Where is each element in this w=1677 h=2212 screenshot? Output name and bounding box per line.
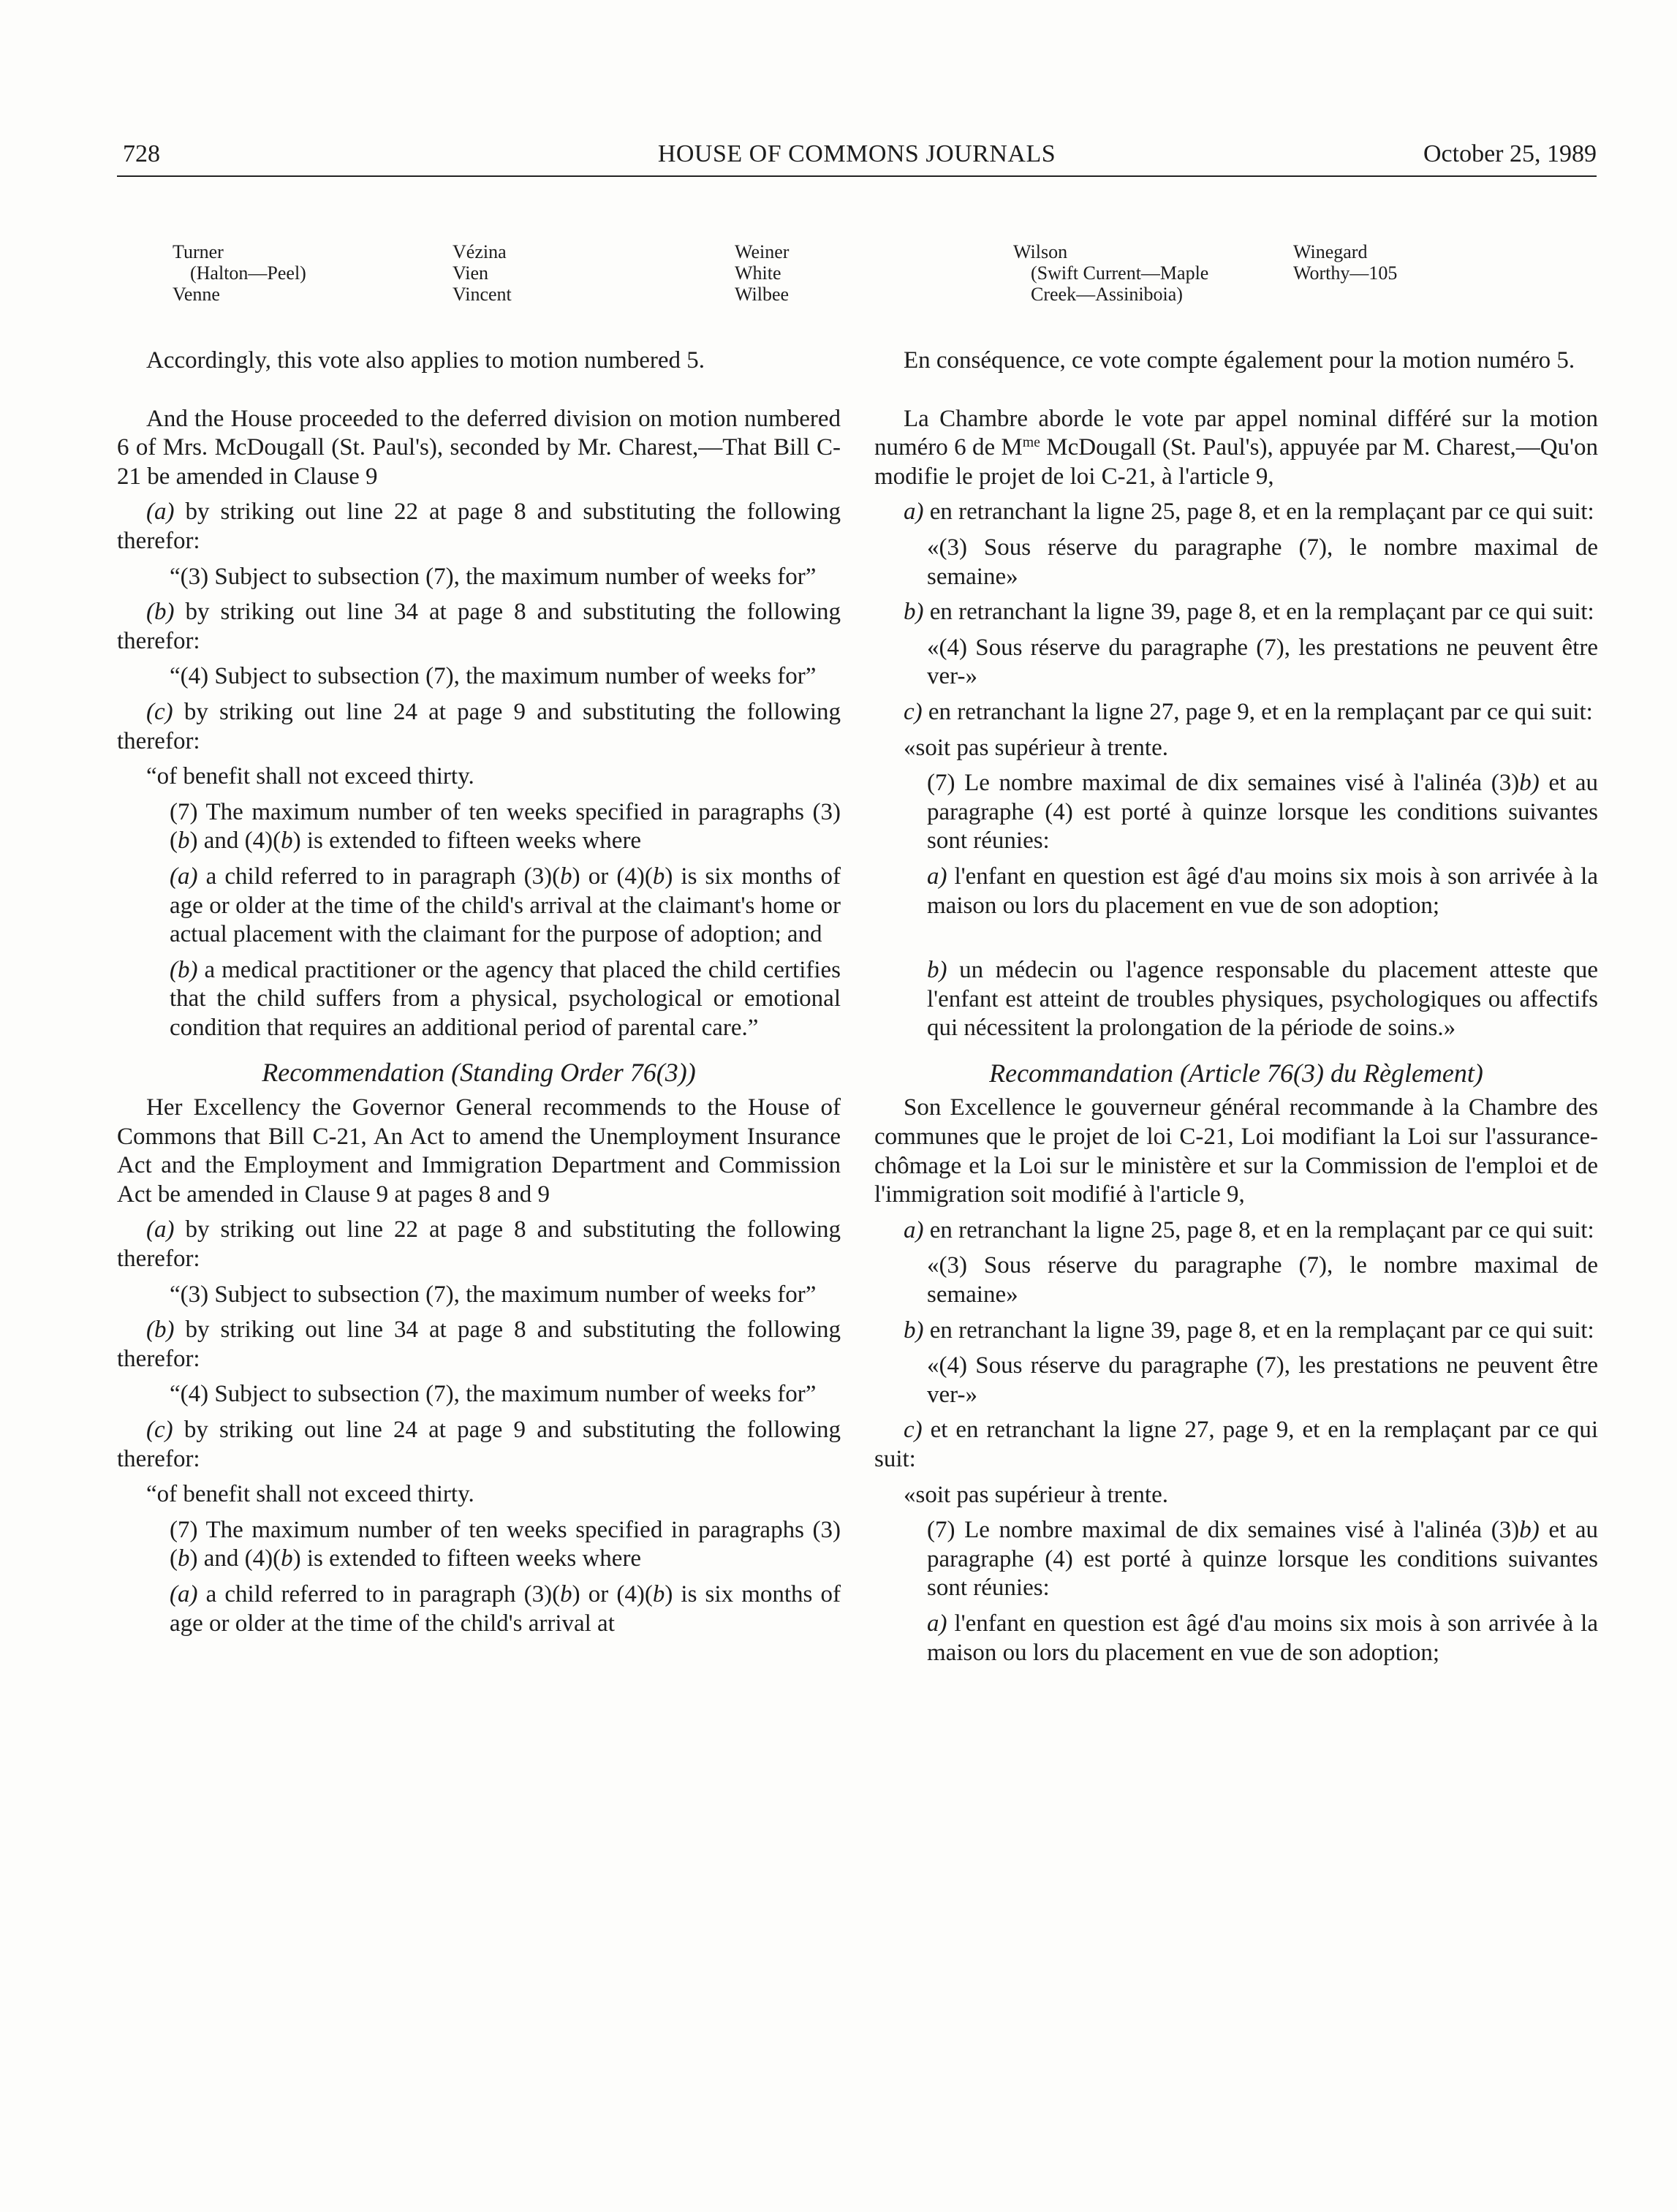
- quoted-text: b) un médecin ou l'agence responsable du placement atteste que l'enfant est atteint de troubles physiques, psychologiques ou affectifs qui nécessitent la prolongation de la période de soins.»: [927, 957, 1599, 1042]
- paragraph: (a) by striking out line 22 at page 8 and substituting the following therefor:: [117, 1216, 841, 1273]
- quoted-text: (7) The maximum number of ten weeks specified in paragraphs (3)(b) and (4)(b) is extended to fifteen weeks where: [170, 1516, 841, 1572]
- item-label: (b): [146, 1317, 175, 1344]
- quoted-text: «soit pas supérieur à trente.: [904, 1481, 1168, 1508]
- paragraph: Her Excellency the Governor General recommends to the House of Commons that Bill C-21, An Act to amend the Unemployment Insurance Act and the Employment and Immigration Department and Commission Act be amended in Clause 9 at pages 8 and 9: [117, 1094, 841, 1208]
- quoted-text: (a) a child referred to in paragraph (3)(b) or (4)(b) is six months of age or older at the time of the child's arrival at: [170, 1580, 841, 1637]
- quoted-text: “of benefit shall not exceed thirty.: [146, 1481, 474, 1508]
- quoted-text: “of benefit shall not exceed thirty.: [146, 763, 474, 790]
- item-label: a): [927, 1610, 947, 1637]
- item-label: (c): [146, 698, 173, 725]
- page-number: 728: [123, 140, 160, 167]
- section-heading: Recommendation (Standing Order 76(3)): [262, 1058, 696, 1088]
- roll-name: (Halton—Peel): [190, 262, 306, 284]
- paragraph: b) en retranchant la ligne 39, page 8, et en la remplaçant par ce qui suit:: [904, 599, 1594, 626]
- paragraph: a) en retranchant la ligne 25, page 8, et en la remplaçant par ce qui suit:: [904, 1216, 1594, 1243]
- quoted-text: «soit pas supérieur à trente.: [904, 734, 1168, 761]
- roll-name: Wilson: [1013, 241, 1068, 262]
- roll-name: Vincent: [453, 284, 512, 305]
- paragraph: c) en retranchant la ligne 27, page 9, et en la remplaçant par ce qui suit:: [904, 698, 1593, 725]
- quoted-text: «(3) Sous réserve du paragraphe (7), le nombre maximal de semaine»: [927, 1252, 1598, 1308]
- roll-name: (Swift Current—Maple: [1031, 262, 1209, 284]
- paragraph: c) et en retranchant la ligne 27, page 9, et en la remplaçant par ce qui suit:: [874, 1417, 1599, 1472]
- quoted-text: (7) Le nombre maximal de dix semaines visé à l'alinéa (3)b) et au paragraphe (4) est porté à quinze lorsque les conditions suivantes sont réunies:: [927, 1517, 1598, 1602]
- roll-column: [453, 241, 512, 305]
- roll-name: Worthy—105: [1293, 262, 1398, 284]
- roll-name: Vézina: [453, 241, 507, 262]
- quoted-text: (b) a medical practitioner or the agency that placed the child certifies that the child suffers from a physical, psychological or emotional condition that requires an additional period of parental care.”: [170, 956, 841, 1041]
- paragraph: (c) by striking out line 24 at page 9 and substituting the following therefor:: [117, 698, 841, 754]
- roll-name: Winegard: [1293, 241, 1368, 262]
- quoted-text: «(4) Sous réserve du paragraphe (7), les prestations ne peuvent être ver-»: [927, 634, 1598, 690]
- roll-name: Creek—Assiniboia): [1031, 284, 1183, 305]
- paragraph: a) en retranchant la ligne 25, page 8, et en la remplaçant par ce qui suit:: [904, 499, 1594, 526]
- roll-name: Turner: [173, 241, 224, 262]
- item-label: a): [927, 863, 947, 890]
- roll-name: Venne: [173, 284, 220, 305]
- roll-name: Wilbee: [735, 284, 790, 305]
- page-header: [117, 140, 1597, 177]
- item-label: b): [904, 1317, 924, 1344]
- quoted-text: (a) a child referred to in paragraph (3)(b) or (4)(b) is six months of age or older at the time of the child's arrival at the claimant's home or actual placement with the claimant for the purpose of adoption; and: [170, 863, 841, 948]
- paragraph: b) en retranchant la ligne 39, page 8, et en la remplaçant par ce qui suit:: [904, 1317, 1594, 1344]
- item-label: (a): [170, 1580, 198, 1607]
- roll-name: White: [735, 262, 781, 284]
- section-heading: Recommandation (Article 76(3) du Règlement): [989, 1058, 1483, 1088]
- paragraph: Accordingly, this vote also applies to motion numbered 5.: [146, 347, 705, 374]
- quoted-text: (7) The maximum number of ten weeks specified in paragraphs (3)(b) and (4)(b) is extended to fifteen weeks where: [170, 798, 841, 855]
- item-label: (a): [146, 499, 175, 526]
- paragraph: And the House proceeded to the deferred division on motion numbered 6 of Mrs. McDougall (St. Paul's), seconded by Mr. Charest,—That Bill C-21 be amended in Clause 9: [117, 405, 841, 490]
- page-date: October 25, 1989: [1423, 140, 1597, 167]
- paragraph: En conséquence, ce vote compte également pour la motion numéro 5.: [904, 347, 1575, 374]
- quoted-text: «(4) Sous réserve du paragraphe (7), les prestations ne peuvent être ver-»: [927, 1352, 1598, 1408]
- roll-column: [735, 241, 789, 305]
- item-label: a): [904, 1216, 924, 1243]
- paragraph: (b) by striking out line 34 at page 8 and substituting the following therefor:: [117, 599, 841, 654]
- item-label: a): [904, 499, 924, 526]
- roll-name: Vien: [453, 262, 488, 284]
- quoted-text: “(4) Subject to subsection (7), the maximum number of weeks for”: [170, 1381, 817, 1408]
- paragraph: (b) by striking out line 34 at page 8 and substituting the following therefor:: [117, 1317, 841, 1372]
- item-label: c): [904, 698, 923, 725]
- roll-column: [1293, 241, 1397, 284]
- item-label: (a): [146, 1216, 175, 1243]
- item-label: (c): [146, 1417, 173, 1443]
- journal-title: HOUSE OF COMMONS JOURNALS: [657, 140, 1056, 167]
- paragraph: Son Excellence le gouverneur général recommande à la Chambre des communes que le projet de loi C-21, Loi modifiant la Loi sur l'assurance-chômage et la Loi sur le ministère et sur la Commission de l'emploi et de l'immigration soit modifié à l'article 9,: [874, 1094, 1598, 1208]
- item-label: c): [904, 1417, 923, 1444]
- quoted-text: “(4) Subject to subsection (7), the maximum number of weeks for”: [170, 663, 817, 690]
- quoted-text: a) l'enfant en question est âgé d'au moins six mois à son arrivée à la maison ou lors du placement en vue de son adoption;: [927, 1610, 1598, 1666]
- roll-column: [173, 241, 306, 305]
- quoted-text: (7) Le nombre maximal de dix semaines visé à l'alinéa (3)b) et au paragraphe (4) est porté à quinze lorsque les conditions suivantes sont réunies:: [927, 770, 1598, 855]
- item-label: (b): [170, 956, 198, 983]
- english-column: [117, 346, 841, 1638]
- paragraph: (a) by striking out line 22 at page 8 and substituting the following therefor:: [117, 499, 841, 554]
- paragraph: (c) by striking out line 24 at page 9 and substituting the following therefor:: [117, 1417, 841, 1472]
- quoted-text: «(3) Sous réserve du paragraphe (7), le nombre maximal de semaine»: [927, 534, 1598, 590]
- quoted-text: a) l'enfant en question est âgé d'au moins six mois à son arrivée à la maison ou lors du placement en vue de son adoption;: [927, 863, 1598, 919]
- quoted-text: “(3) Subject to subsection (7), the maximum number of weeks for”: [170, 563, 817, 590]
- item-label: b): [927, 957, 947, 984]
- item-label: b): [904, 599, 924, 626]
- item-label: (b): [146, 599, 175, 626]
- item-label: (a): [170, 863, 198, 890]
- roll-name: Weiner: [735, 241, 790, 262]
- quoted-text: “(3) Subject to subsection (7), the maximum number of weeks for”: [170, 1281, 817, 1308]
- paragraph: La Chambre aborde le vote par appel nominal différé sur la motion numéro 6 de $M^{me}$ McDougall (St. Paul's), appuyée par M. Charest,—Qu'on modifie le projet de loi C-21, à l'article 9,: [874, 405, 1599, 490]
- roll-column: [1013, 241, 1208, 305]
- french-column: [874, 346, 1598, 1667]
